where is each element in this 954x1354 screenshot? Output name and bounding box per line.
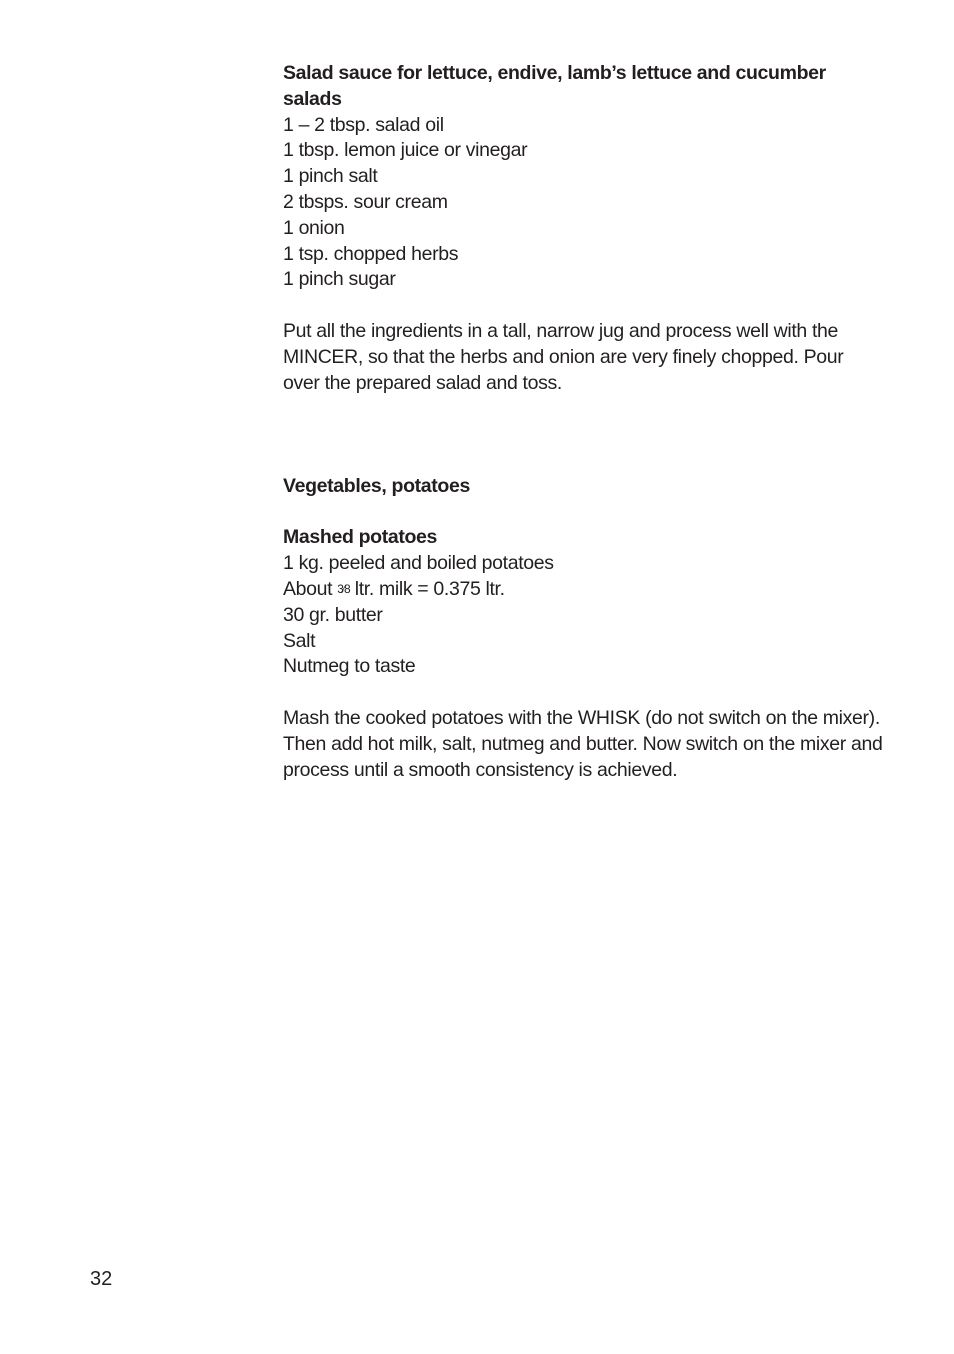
ingredient-line: 30 gr. butter xyxy=(283,603,383,626)
recipe-content xyxy=(283,61,883,783)
mashed-potatoes-instructions: Mash the cooked potatoes with the WHISK (do not switch on the mixer). Then add hot milk, salt, nutmeg and butter. Now switch on the mixer and process until a smooth consistency is achieved. xyxy=(283,706,883,781)
milk-fraction: 3⁄8 xyxy=(337,581,350,596)
ingredient-line: 2 tbsps. sour cream xyxy=(283,190,448,213)
milk-prefix: About xyxy=(283,577,338,600)
salad-sauce-instructions: Put all the ingredients in a tall, narrow jug and process well with the MINCER, so that the herbs and onion are very finely chopped. Pour over the prepared salad and toss. xyxy=(283,319,844,394)
ingredient-line: 1 pinch sugar xyxy=(283,268,396,291)
mashed-potatoes-ingredients xyxy=(283,551,883,680)
ingredient-line: 1 pinch salt xyxy=(283,165,378,188)
ingredient-line: 1 tsp. chopped herbs xyxy=(283,242,459,265)
page-number: 32 xyxy=(90,1268,113,1290)
ingredient-line: 1 kg. peeled and boiled potatoes xyxy=(283,552,554,575)
ingredient-line: 1 tbsp. lemon juice or vinegar xyxy=(283,139,528,162)
ingredient-line-milk xyxy=(283,577,883,603)
salad-sauce-heading: Salad sauce for lettuce, endive, lamb’s lettuce and cucumber salads xyxy=(283,62,826,110)
ingredient-line: Nutmeg to taste xyxy=(283,655,416,678)
ingredient-line: 1 – 2 tbsp. salad oil xyxy=(283,113,444,136)
ingredient-line: 1 onion xyxy=(283,216,345,239)
milk-suffix: ltr. milk = 0.375 ltr. xyxy=(349,577,505,600)
mashed-potatoes-heading: Mashed potatoes xyxy=(283,526,438,549)
ingredient-line: Salt xyxy=(283,629,316,652)
vegetables-potatoes-heading: Vegetables, potatoes xyxy=(283,474,470,497)
salad-sauce-ingredients xyxy=(283,113,883,294)
